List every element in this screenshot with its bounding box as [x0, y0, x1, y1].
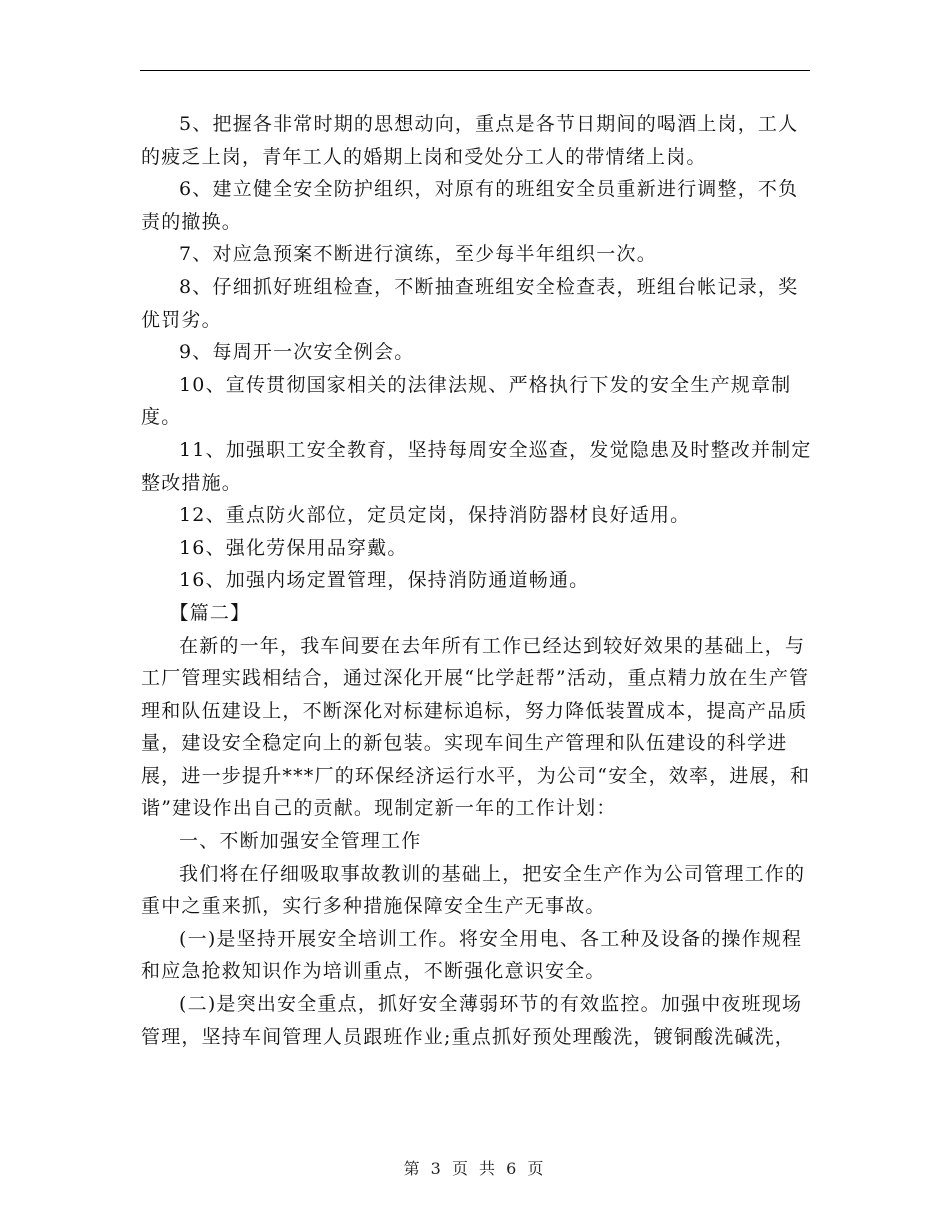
safety-point-2: (二)是突出安全重点，抓好安全薄弱环节的有效监控。加强中夜班现场管理，坚持车间管理人员跟班作业;重点抓好预处理酸洗，镀铜酸洗碱洗，	[141, 993, 803, 1048]
paragraph-item-5: 5、把握各非常时期的思想动向，重点是各节日期间的喝酒上岗，工人的疲乏上岗，青年工人的婚期上岗和受处分工人的带情绪上岗。	[141, 113, 799, 168]
document-body	[141, 108, 816, 1053]
page-footer: 第 3 页 共 6 页	[403, 1159, 547, 1178]
safety-paragraph: 我们将在仔细吸取事故教训的基础上，把安全生产作为公司管理工作的重中之重来抓，实行多种措施保障安全生产无事故。	[141, 862, 806, 918]
paragraph-item-10: 10、宣传贯彻国家相关的法律法规、严格执行下发的安全生产规章制度。	[141, 373, 792, 429]
subsection-heading: 一、不断加强安全管理工作	[179, 830, 422, 853]
paragraph-item-8: 8、仔细抓好班组检查，不断抽查班组安全检查表，班组台帐记录，奖优罚劣。	[141, 275, 799, 331]
paragraph-item-11: 11、加强职工安全教育，坚持每周安全巡查，发觉隐患及时整改并制定整改措施。	[141, 438, 812, 494]
paragraph-item-16b: 16、加强内场定置管理，保持消防通道畅通。	[179, 569, 590, 592]
safety-point-1: (一)是坚持开展安全培训工作。将安全用电、各工种及设备的操作规程和应急抢救知识作为培训重点，不断强化意识安全。	[141, 927, 803, 983]
paragraph-item-12: 12、重点防火部位，定员定岗，保持消防器材良好适用。	[179, 504, 691, 527]
paragraph-item-6: 6、建立健全安全防护组织，对原有的班组安全员重新进行调整，不负责的撤换。	[141, 178, 799, 233]
paragraph-item-16a: 16、强化劳保用品穿戴。	[179, 536, 408, 559]
intro-paragraph: 在新的一年，我车间要在去年所有工作已经达到较好效果的基础上，与工厂管理实践相结合，通过深化开展“比学赶帮”活动，重点精力放在生产管理和队伍建设上，不断深化对标建标追标，努力降低装置成本，提高产品质量，建设安全稳定向上的新包装。实现车间生产管理和队伍建设的科学进展，进一步提升***厂的环保经济运行水平，为公司“安全，效率，进展，和谐”建设作出自己的贡献。现制定新一年的工作计划：	[141, 634, 811, 820]
header-rule	[140, 70, 810, 71]
paragraph-item-9: 9、每周开一次安全例会。	[179, 341, 415, 364]
section-heading: 【篇二】	[169, 601, 251, 624]
paragraph-item-7: 7、对应急预案不断进行演练，至少每半年组织一次。	[179, 243, 657, 266]
